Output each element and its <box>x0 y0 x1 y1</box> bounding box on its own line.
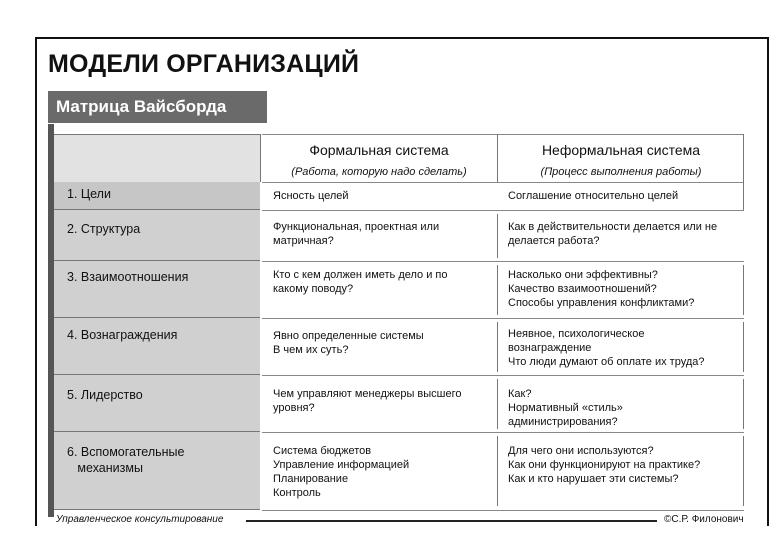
row-label: 1. Цели <box>67 187 111 201</box>
footer-rule <box>246 520 657 522</box>
row-separator <box>262 318 744 319</box>
formal-cell: Явно определенные системы В чем их суть? <box>273 330 424 356</box>
column-separator <box>497 379 498 429</box>
page-title: МОДЕЛИ ОРГАНИЗАЦИЙ <box>48 50 360 78</box>
row-separator <box>262 210 744 211</box>
header-top-line <box>262 134 744 135</box>
row-label: 4. Вознаграждения <box>67 328 178 342</box>
footer-copyright: ©С.Р. Филонович <box>664 514 744 525</box>
column-separator <box>497 214 498 258</box>
formal-cell: Функциональная, проектная или матричная? <box>273 221 440 247</box>
row-label-cell <box>54 375 260 432</box>
matrix-subtitle: Матрица Вайсборда <box>48 91 267 123</box>
table-right-edge <box>743 379 744 429</box>
formal-cell: Ясность целей <box>273 190 349 202</box>
header-divider <box>497 134 498 182</box>
formal-cell: Система бюджетов Управление информацией Планирование Контроль <box>273 445 410 499</box>
row-separator <box>262 261 744 262</box>
row-separator <box>262 510 744 511</box>
row-separator <box>262 432 744 433</box>
row-label: 3. Взаимоотношения <box>67 270 189 284</box>
informal-cell: Соглашение относительно целей <box>508 190 679 202</box>
row-label: 2. Структура <box>67 222 141 236</box>
formal-cell: Кто с кем должен иметь дело и по какому поводу? <box>273 269 448 295</box>
informal-cell: Насколько они эффективны? Качество взаимоотношений? Способы управления конфликтами? <box>508 269 695 309</box>
informal-cell: Как? Нормативный «стиль» администрирования? <box>508 388 623 428</box>
informal-cell: Как в действительности делается или не делается работа? <box>508 221 718 247</box>
row-label: 6. Вспомогательные механизмы <box>67 445 185 475</box>
column-separator <box>497 322 498 372</box>
row-label: 5. Лидерство <box>67 388 143 402</box>
table-right-edge <box>743 134 744 210</box>
informal-cell: Для чего они используются? Как они функционируют на практике? Как и кто нарушает эти системы? <box>508 445 701 485</box>
column-note: (Работа, которую надо сделать) <box>291 166 467 178</box>
table-right-edge <box>743 436 744 506</box>
row-separator <box>262 375 744 376</box>
column-heading: Формальная система <box>309 142 449 158</box>
header-bottom-line <box>262 182 744 183</box>
column-heading: Неформальная система <box>541 142 701 158</box>
table-right-edge <box>743 322 744 372</box>
footer-course: Управленческое консультирование <box>56 514 227 525</box>
column-header-formal <box>262 142 496 178</box>
column-header-informal <box>498 142 744 178</box>
header-label-cell <box>54 134 260 182</box>
column-note: (Процесс выполнения работы) <box>540 166 702 178</box>
header-divider <box>260 134 261 182</box>
column-separator <box>497 436 498 506</box>
informal-cell: Неявное, психологическое вознаграждение Что люди думают об оплате их труда? <box>508 328 705 368</box>
column-separator <box>497 265 498 315</box>
formal-cell: Чем управляют менеджеры высшего уровня? <box>273 388 462 414</box>
table-right-edge <box>743 265 744 315</box>
